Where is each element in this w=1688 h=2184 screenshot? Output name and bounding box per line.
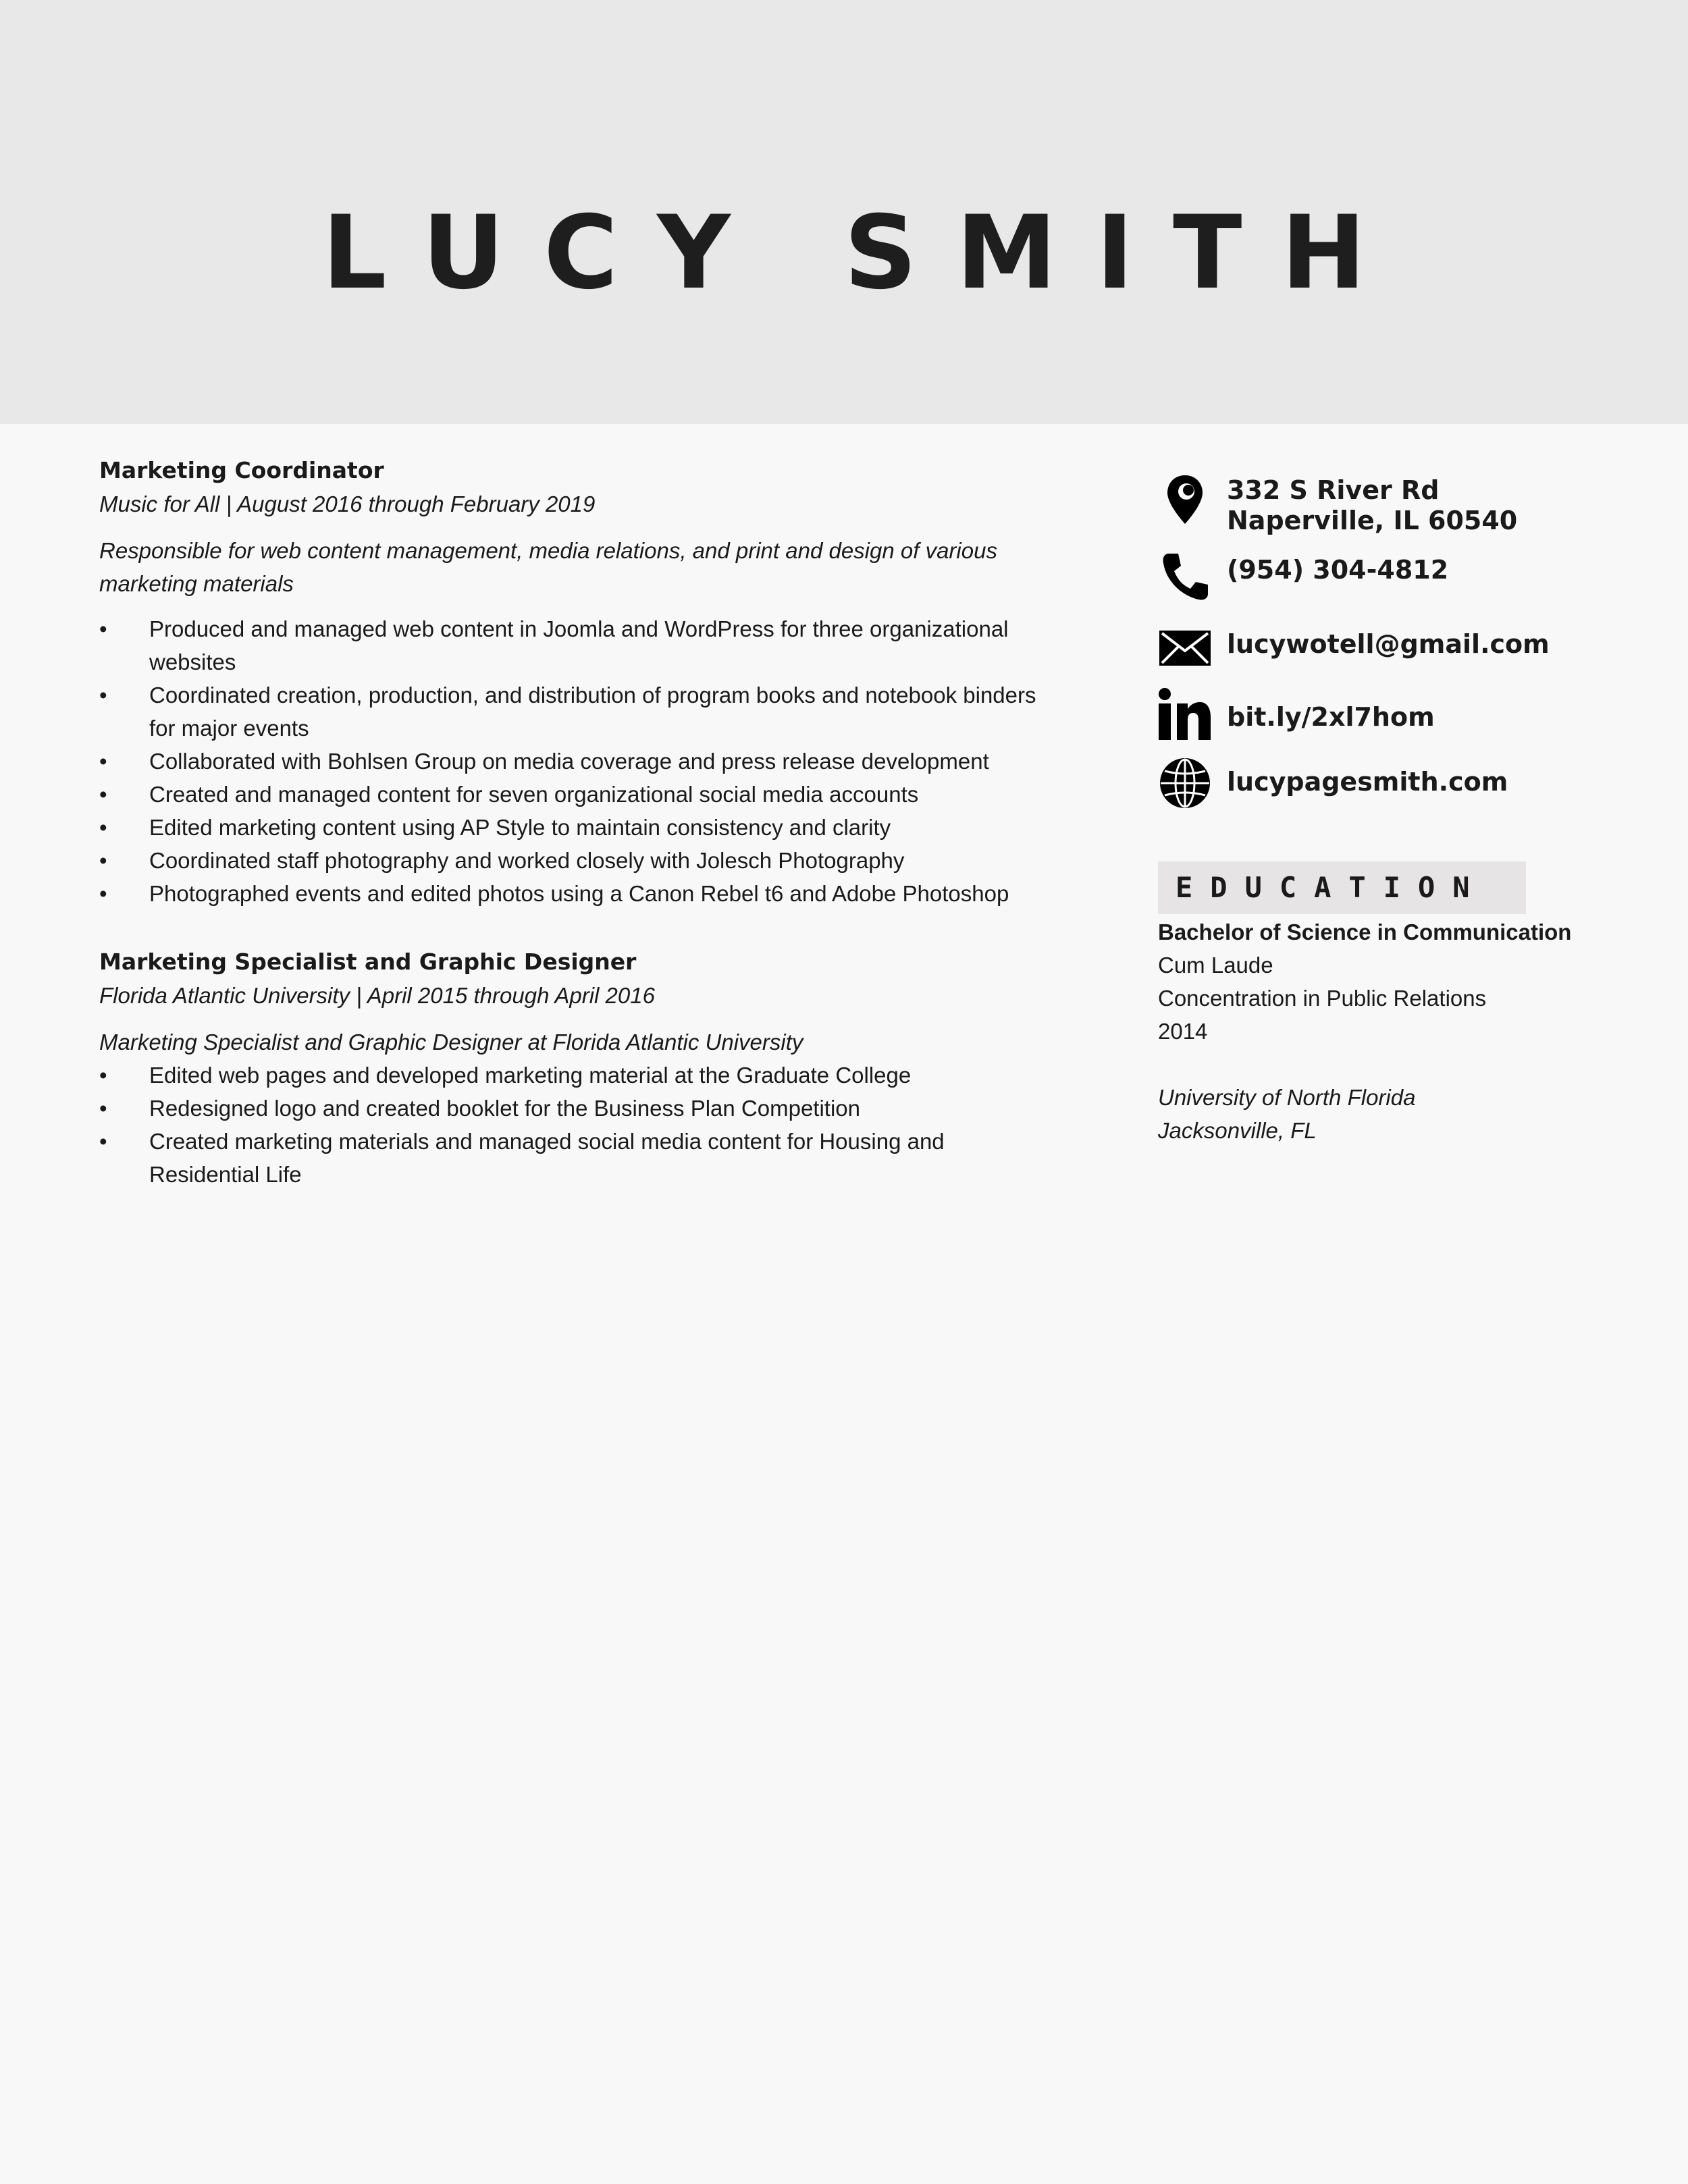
job-entry	[99, 945, 1058, 1191]
graduation-year: 2014	[1158, 1019, 1208, 1044]
bullet-item: • Coordinated creation, production, and distribution of program books and notebook binders for major events	[99, 678, 1058, 745]
website-url[interactable]: lucypagesmith.com	[1227, 767, 1508, 797]
address-line-1: 332 S River Rd	[1227, 475, 1440, 505]
globe-icon	[1158, 756, 1212, 810]
bullet-marker: •	[99, 881, 107, 906]
location-pin-icon	[1158, 473, 1212, 527]
education-section	[1158, 915, 1631, 1147]
email-address[interactable]: lucywotell@gmail.com	[1227, 629, 1550, 659]
job-meta: Florida Atlantic University | April 2015 through April 2016	[99, 983, 655, 1008]
spacer	[1158, 1048, 1631, 1081]
job-title: Marketing Coordinator	[99, 457, 384, 483]
degree: Bachelor of Science in Communication	[1158, 920, 1572, 944]
education-heading: EDUCATION	[1176, 871, 1487, 904]
header-band	[0, 0, 1688, 424]
bullet-marker: •	[99, 749, 107, 774]
phone-icon	[1158, 550, 1212, 604]
education-heading-box	[1158, 861, 1526, 914]
bullet-item: • Coordinated staff photography and worked closely with Jolesch Photography	[99, 844, 1058, 877]
school-name: University of North Florida	[1158, 1085, 1416, 1110]
experience-column	[99, 454, 1058, 1226]
concentration: Concentration in Public Relations	[1158, 986, 1487, 1011]
bullet-marker: •	[99, 1096, 107, 1121]
job-title: Marketing Specialist and Graphic Designer	[99, 949, 637, 975]
bullet-marker: •	[99, 815, 107, 840]
job-description: Marketing Specialist and Graphic Designer at Florida Atlantic University	[99, 1030, 803, 1055]
job-bullets	[99, 612, 1058, 910]
resume-name: LUCY SMITH	[322, 194, 1405, 312]
bullet-item: • Edited marketing content using AP Style to maintain consistency and clarity	[99, 811, 1058, 844]
bullet-marker: •	[99, 848, 107, 873]
bullet-marker: •	[99, 782, 107, 807]
job-description: Responsible for web content management, media relations, and print and design of various marketing materials	[99, 538, 997, 596]
linkedin-icon	[1158, 687, 1212, 741]
bullet-item: • Created marketing materials and managed social media content for Housing and Residential Life	[99, 1125, 1058, 1191]
honors: Cum Laude	[1158, 953, 1273, 978]
bullet-marker: •	[99, 1063, 107, 1088]
bullet-item: • Edited web pages and developed marketing material at the Graduate College	[99, 1059, 1058, 1092]
phone-number[interactable]: (954) 304-4812	[1227, 555, 1449, 585]
school-location: Jacksonville, FL	[1158, 1118, 1317, 1143]
bullet-marker: •	[99, 683, 107, 708]
envelope-icon	[1158, 621, 1212, 675]
job-bullets	[99, 1059, 1058, 1191]
bullet-item: • Produced and managed web content in Joomla and WordPress for three organizational websites	[99, 612, 1058, 678]
bullet-item: • Photographed events and edited photos using a Canon Rebel t6 and Adobe Photoshop	[99, 877, 1058, 910]
bullet-item: • Redesigned logo and created booklet for the Business Plan Competition	[99, 1092, 1058, 1125]
bullet-marker: •	[99, 616, 107, 641]
address-line-2: Naperville, IL 60540	[1227, 506, 1518, 535]
job-meta: Music for All | August 2016 through February 2019	[99, 491, 596, 516]
linkedin-url[interactable]: bit.ly/2xl7hom	[1227, 702, 1435, 732]
bullet-item: • Created and managed content for seven organizational social media accounts	[99, 778, 1058, 811]
job-entry	[99, 454, 1058, 910]
bullet-marker: •	[99, 1129, 107, 1154]
bullet-item: • Collaborated with Bohlsen Group on media coverage and press release development	[99, 745, 1058, 778]
